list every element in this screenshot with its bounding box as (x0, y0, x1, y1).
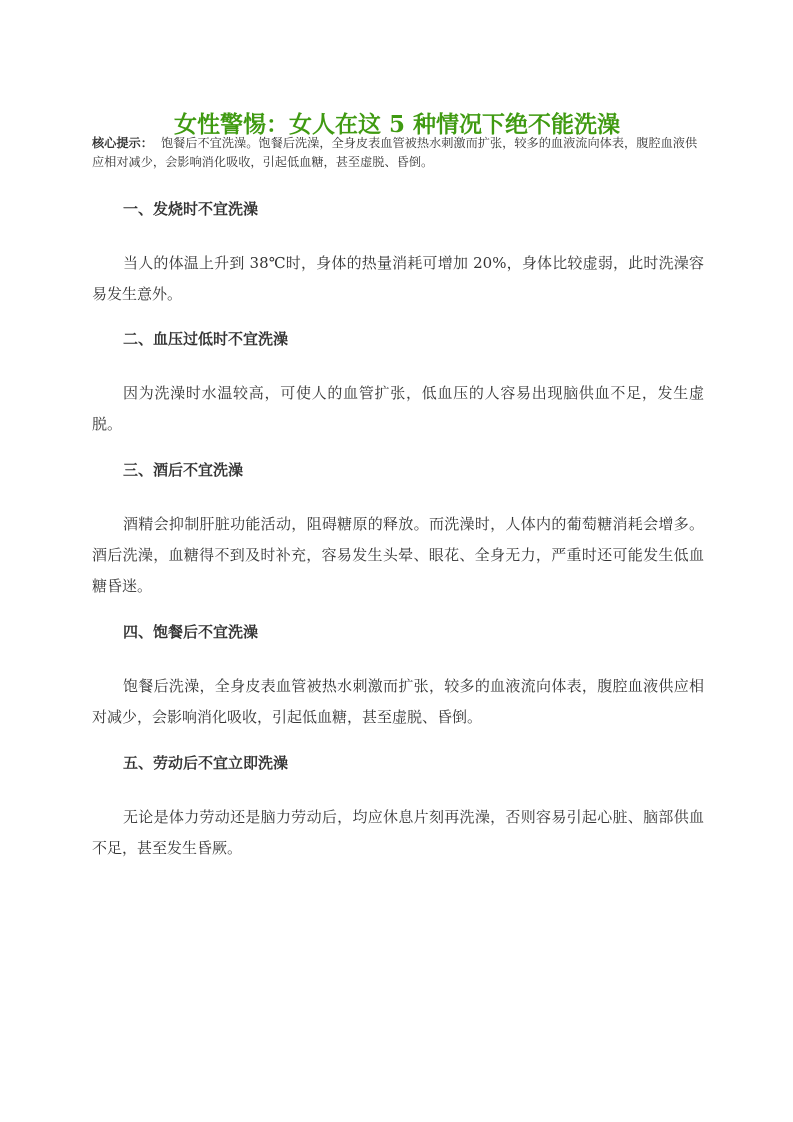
section-body: 酒精会抑制肝脏功能活动，阻碍糖原的释放。而洗澡时，人体内的葡萄糖消耗会增多。酒后洗澡，血糖得不到及时补充，容易发生头晕、眼花、全身无力，严重时还可能发生低血糖昏迷。 (92, 515, 704, 595)
section-after-drinking (92, 460, 704, 602)
section-body: 饱餐后洗澡，全身皮表血管被热水刺激而扩张，较多的血液流向体表，腹腔血液供应相对减少，会影响消化吸收，引起低血糖，甚至虚脱、昏倒。 (92, 677, 704, 726)
section-heading: 三、酒后不宜洗澡 (123, 461, 244, 479)
section-after-meal (92, 622, 704, 733)
section-body: 当人的体温上升到 38℃时，身体的热量消耗可增加 20%，身体比较虚弱，此时洗澡容易发生意外。 (92, 254, 704, 303)
section-body: 因为洗澡时水温较高，可使人的血管扩张，低血压的人容易出现脑供血不足，发生虚脱。 (92, 384, 704, 433)
section-heading: 二、血压过低时不宜洗澡 (123, 330, 289, 348)
section-heading: 一、发烧时不宜洗澡 (123, 200, 259, 218)
summary-label: 核心提示： (92, 136, 153, 150)
section-after-labor (92, 753, 704, 864)
section-heading: 五、劳动后不宜立即洗澡 (123, 754, 289, 772)
article-title: 女性警惕：女人在这 5 种情况下绝不能洗澡 (173, 111, 621, 139)
summary-block (92, 134, 704, 172)
section-fever (92, 199, 704, 310)
summary-text: 饱餐后不宜洗澡。饱餐后洗澡，全身皮表血管被热水刺激而扩张，较多的血液流向体表，腹腔血液供应相对减少，会影响消化吸收，引起低血糖，甚至虚脱、昏倒。 (92, 136, 698, 169)
section-heading: 四、饱餐后不宜洗澡 (123, 623, 259, 641)
section-body: 无论是体力劳动还是脑力劳动后，均应休息片刻再洗澡，否则容易引起心脏、脑部供血不足，甚至发生昏厥。 (92, 808, 704, 857)
section-low-blood-pressure (92, 329, 704, 440)
